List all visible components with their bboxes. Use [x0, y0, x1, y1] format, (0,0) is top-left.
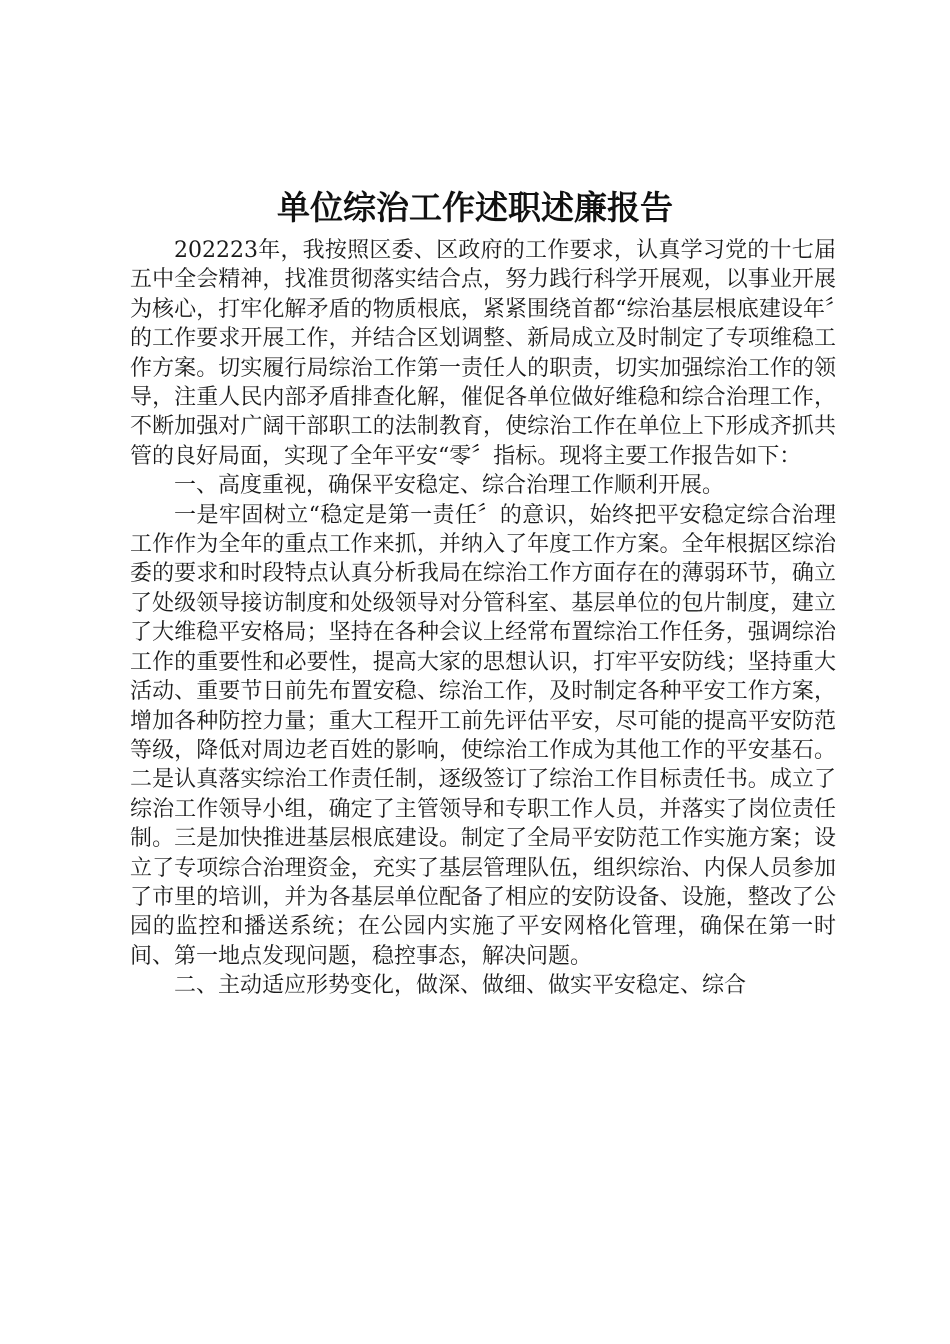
paragraph-section-one-body: 一是牢固树立“稳定是第一责任〞的意识，始终把平安稳定综合治理工作作为全年的重点工作来抓，并纳入了年度工作方案。全年根据区综治委的要求和时段特点认真分析我局在综治工作方面存在的薄弱环节，确立了处级领导接访制度和处级领导对分管科室、基层单位的包片制度，建立了大维稳平安格局；坚持在各种会议上经常布置综治工作任务，强调综治工作的重要性和必要性，提高大家的思想认识，打牢平安防线；坚持重大活动、重要节日前先布置安稳、综治工作，及时制定各种平安工作方案，增加各种防控力量；重大工程开工前先评估平安，尽可能的提高平安防范等级，降低对周边老百姓的影响，使综治工作成为其他工作的平安基石。二是认真落实综治工作责任制，逐级签订了综治工作目标责任书。成立了综治工作领导小组，确定了主管领导和专职工作人员，并落实了岗位责任制。三是加快推进基层根底建设。制定了全局平安防范工作实施方案；设立了专项综合治理资金，充实了基层管理队伍，组织综治、内保人员参加了市里的培训，并为各基层单位配备了相应的安防设备、设施，整改了公园的监控和播送系统；在公园内实施了平安网格化管理，确保在第一时间、第一地点发现问题，稳控事态，解决问题。 [130, 502, 836, 969]
paragraph-section-two-heading: 二、主动适应形势变化，做深、做细、做实平安稳定、综合 [174, 973, 747, 999]
document-title: 单位综治工作述职述廉报告 [277, 188, 673, 227]
document-body [130, 236, 836, 1001]
paragraph-intro: 202223年，我按照区委、区政府的工作要求，认真学习党的十七届五中全会精神，找准贯彻落实结合点，努力践行科学开展观，以事业开展为核心，打牢化解矛盾的物质根底，紧紧围绕首都“综治基层根底建设年〞的工作要求开展工作，并结合区划调整、新局成立及时制定了专项维稳工作方案。切实履行局综治工作第一责任人的职责，切实加强综治工作的领导，注重人民内部矛盾排查化解，催促各单位做好维稳和综合治理工作，不断加强对广阔干部职工的法制教育，使综治工作在单位上下形成齐抓共管的良好局面，实现了全年平安“零〞指标。现将主要工作报告如下： [130, 238, 836, 469]
paragraph-section-one-heading: 一、高度重视，确保平安稳定、综合治理工作顺利开展。 [174, 473, 725, 499]
